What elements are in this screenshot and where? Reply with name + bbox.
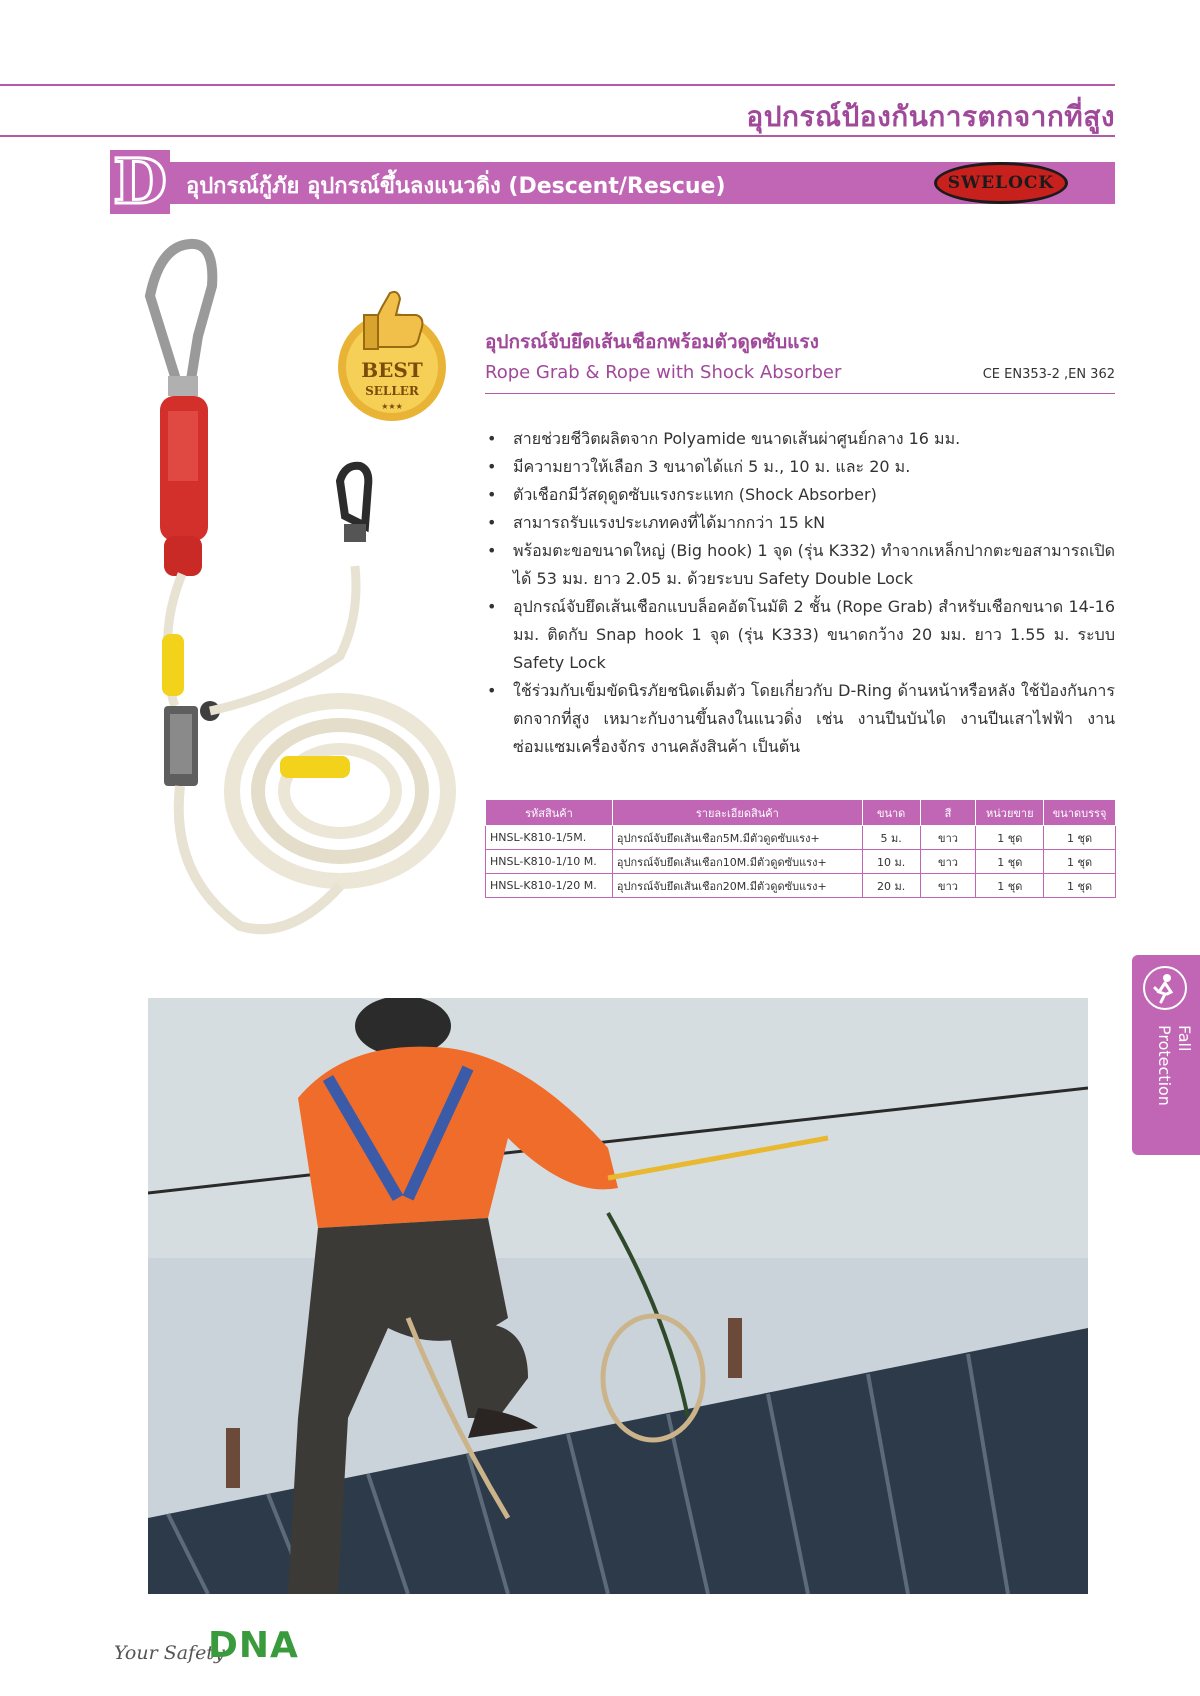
cell-sale-unit: 1 ชุด: [976, 874, 1044, 898]
col-color: สี: [920, 800, 976, 826]
spec-table-header: [486, 800, 1116, 826]
sky-upper: [148, 998, 1088, 1258]
badge-best: BEST: [361, 358, 423, 382]
col-code: รหัสสินค้า: [486, 800, 613, 826]
cell-sale-unit: 1 ชุด: [976, 826, 1044, 850]
cell-pack-size: 1 ชุด: [1044, 874, 1116, 898]
worker-on-roof-photo: [148, 998, 1088, 1594]
thumbs-up-cuff: [364, 315, 378, 349]
product-standard: CE EN353-2 ,EN 362: [982, 367, 1115, 382]
badge-seller: SELLER: [365, 384, 419, 398]
table-row: [486, 874, 1116, 898]
swelock-logo: [934, 162, 1068, 204]
snap-lanyard: [210, 566, 356, 711]
product-name-thai: อุปกรณ์จับยึดเส้นเชือกพร้อมตัวดูดซับแรง: [485, 331, 819, 353]
hook-swivel: [168, 376, 198, 396]
feature-item: • พร้อมตะขอขนาดใหญ่ (Big hook) 1 จุด (รุ่น K332) ทำจากเหล็กปากตะขอสามารถเปิดได้ 53 มม. ยาว 2.05 ม. ด้วยระบบ Safety Double Lock: [485, 537, 1115, 593]
cell-description: อุปกรณ์จับยึดเส้นเชือก5M.มีตัวดูดซับแรง+: [612, 826, 862, 850]
table-row: [486, 826, 1116, 850]
badge-stars: ★★★: [381, 402, 403, 411]
snap-hook-icon: [340, 466, 368, 526]
roof-bracket: [728, 1318, 742, 1378]
spec-table: [485, 799, 1116, 898]
product-heading-rule: [485, 393, 1115, 394]
feature-item: • สามารถรับแรงประเภทคงที่ได้มากกว่า 15 kN: [485, 509, 1115, 537]
col-size: ขนาด: [862, 800, 920, 826]
rope-coil-tag: [280, 756, 350, 778]
section-letter: [110, 145, 170, 218]
cell-code: HNSL-K810-1/20 M.: [486, 874, 613, 898]
cell-sale-unit: 1 ชุด: [976, 850, 1044, 874]
footer-brand: DNA: [208, 1625, 299, 1666]
feature-list: [485, 425, 1115, 761]
feature-item: • มีความยาวให้เลือก 3 ขนาดได้แก่ 5 ม., 10 ม. และ 20 ม.: [485, 453, 1115, 481]
table-row: [486, 850, 1116, 874]
feature-item: • ใช้ร่วมกับเข็มขัดนิรภัยชนิดเต็มตัว โดยเกี่ยวกับ D-Ring ด้านหน้าหรือหลัง ใช้ป้องกันการตกจากที่สูง เหมาะกับงานขึ้นลงในแนวดิ่ง เช่น งานปีนบันได งานปีนเสาไฟฟ้า งานซ่อมแซมเครื่องจักร งานคลังสินค้า เป็นต้น: [485, 677, 1115, 761]
product-name-english: Rope Grab & Rope with Shock Absorber: [485, 362, 842, 383]
side-tab-label-line1: Fall: [1175, 1025, 1194, 1052]
cell-description: อุปกรณ์จับยึดเส้นเชือก20M.มีตัวดูดซับแรง+: [612, 874, 862, 898]
worker-icon: [1143, 966, 1187, 1010]
feature-item: • ตัวเชือกมีวัสดุดูดซับแรงกระแทก (Shock Absorber): [485, 481, 1115, 509]
side-tab-label-line2: Protection: [1155, 1025, 1174, 1106]
cell-color: ขาว: [920, 850, 976, 874]
fall-protection-tab[interactable]: [1132, 955, 1200, 1155]
cell-size: 10 ม.: [862, 850, 920, 874]
col-pack-size: ขนาดบรรจุ: [1044, 800, 1116, 826]
cell-description: อุปกรณ์จับยึดเส้นเชือก10M.มีตัวดูดซับแรง+: [612, 850, 862, 874]
shock-absorber-end: [164, 536, 202, 576]
section-letter-glyph: D: [113, 145, 167, 218]
cell-size: 20 ม.: [862, 874, 920, 898]
header-top-rule: [0, 84, 1115, 86]
page-title: อุปกรณ์ป้องกันการตกจากที่สูง: [746, 100, 1115, 133]
footer-tagline: Your Safety: [114, 1642, 225, 1664]
best-seller-badge: [332, 285, 452, 425]
col-description: รายละเอียดสินค้า: [612, 800, 862, 826]
thumbs-up-icon: [378, 292, 422, 347]
cell-pack-size: 1 ชุด: [1044, 850, 1116, 874]
cell-pack-size: 1 ชุด: [1044, 826, 1116, 850]
cell-size: 5 ม.: [862, 826, 920, 850]
rope-grab-plate: [170, 714, 192, 774]
feature-item: • อุปกรณ์จับยึดเส้นเชือกแบบล็อคอัตโนมัติ 2 ชั้น (Rope Grab) สำหรับเชือกขนาด 14-16 มม. ติดกับ Snap hook 1 จุด (รุ่น K333) ขนาดกว้าง 20 มม. ยาว 1.55 ม. ระบบ Safety Lock: [485, 593, 1115, 677]
brand-name: SWELOCK: [947, 173, 1055, 193]
shock-absorber-label: [168, 411, 198, 481]
side-tab-label: [1154, 1025, 1194, 1106]
yellow-sleeve: [162, 634, 184, 696]
roof-bracket: [226, 1428, 240, 1488]
feature-item: • สายช่วยชีวิตผลิตจาก Polyamide ขนาดเส้นผ่าศูนย์กลาง 16 มม.: [485, 425, 1115, 453]
cell-color: ขาว: [920, 826, 976, 850]
snap-hook-swivel: [344, 524, 366, 542]
big-hook-icon: [150, 244, 212, 386]
cell-color: ขาว: [920, 874, 976, 898]
section-title: อุปกรณ์กู้ภัย อุปกรณ์ขึ้นลงแนวดิ่ง (Descent/Rescue): [186, 174, 726, 199]
col-sale-unit: หน่วยขาย: [976, 800, 1044, 826]
cell-code: HNSL-K810-1/10 M.: [486, 850, 613, 874]
cell-code: HNSL-K810-1/5M.: [486, 826, 613, 850]
